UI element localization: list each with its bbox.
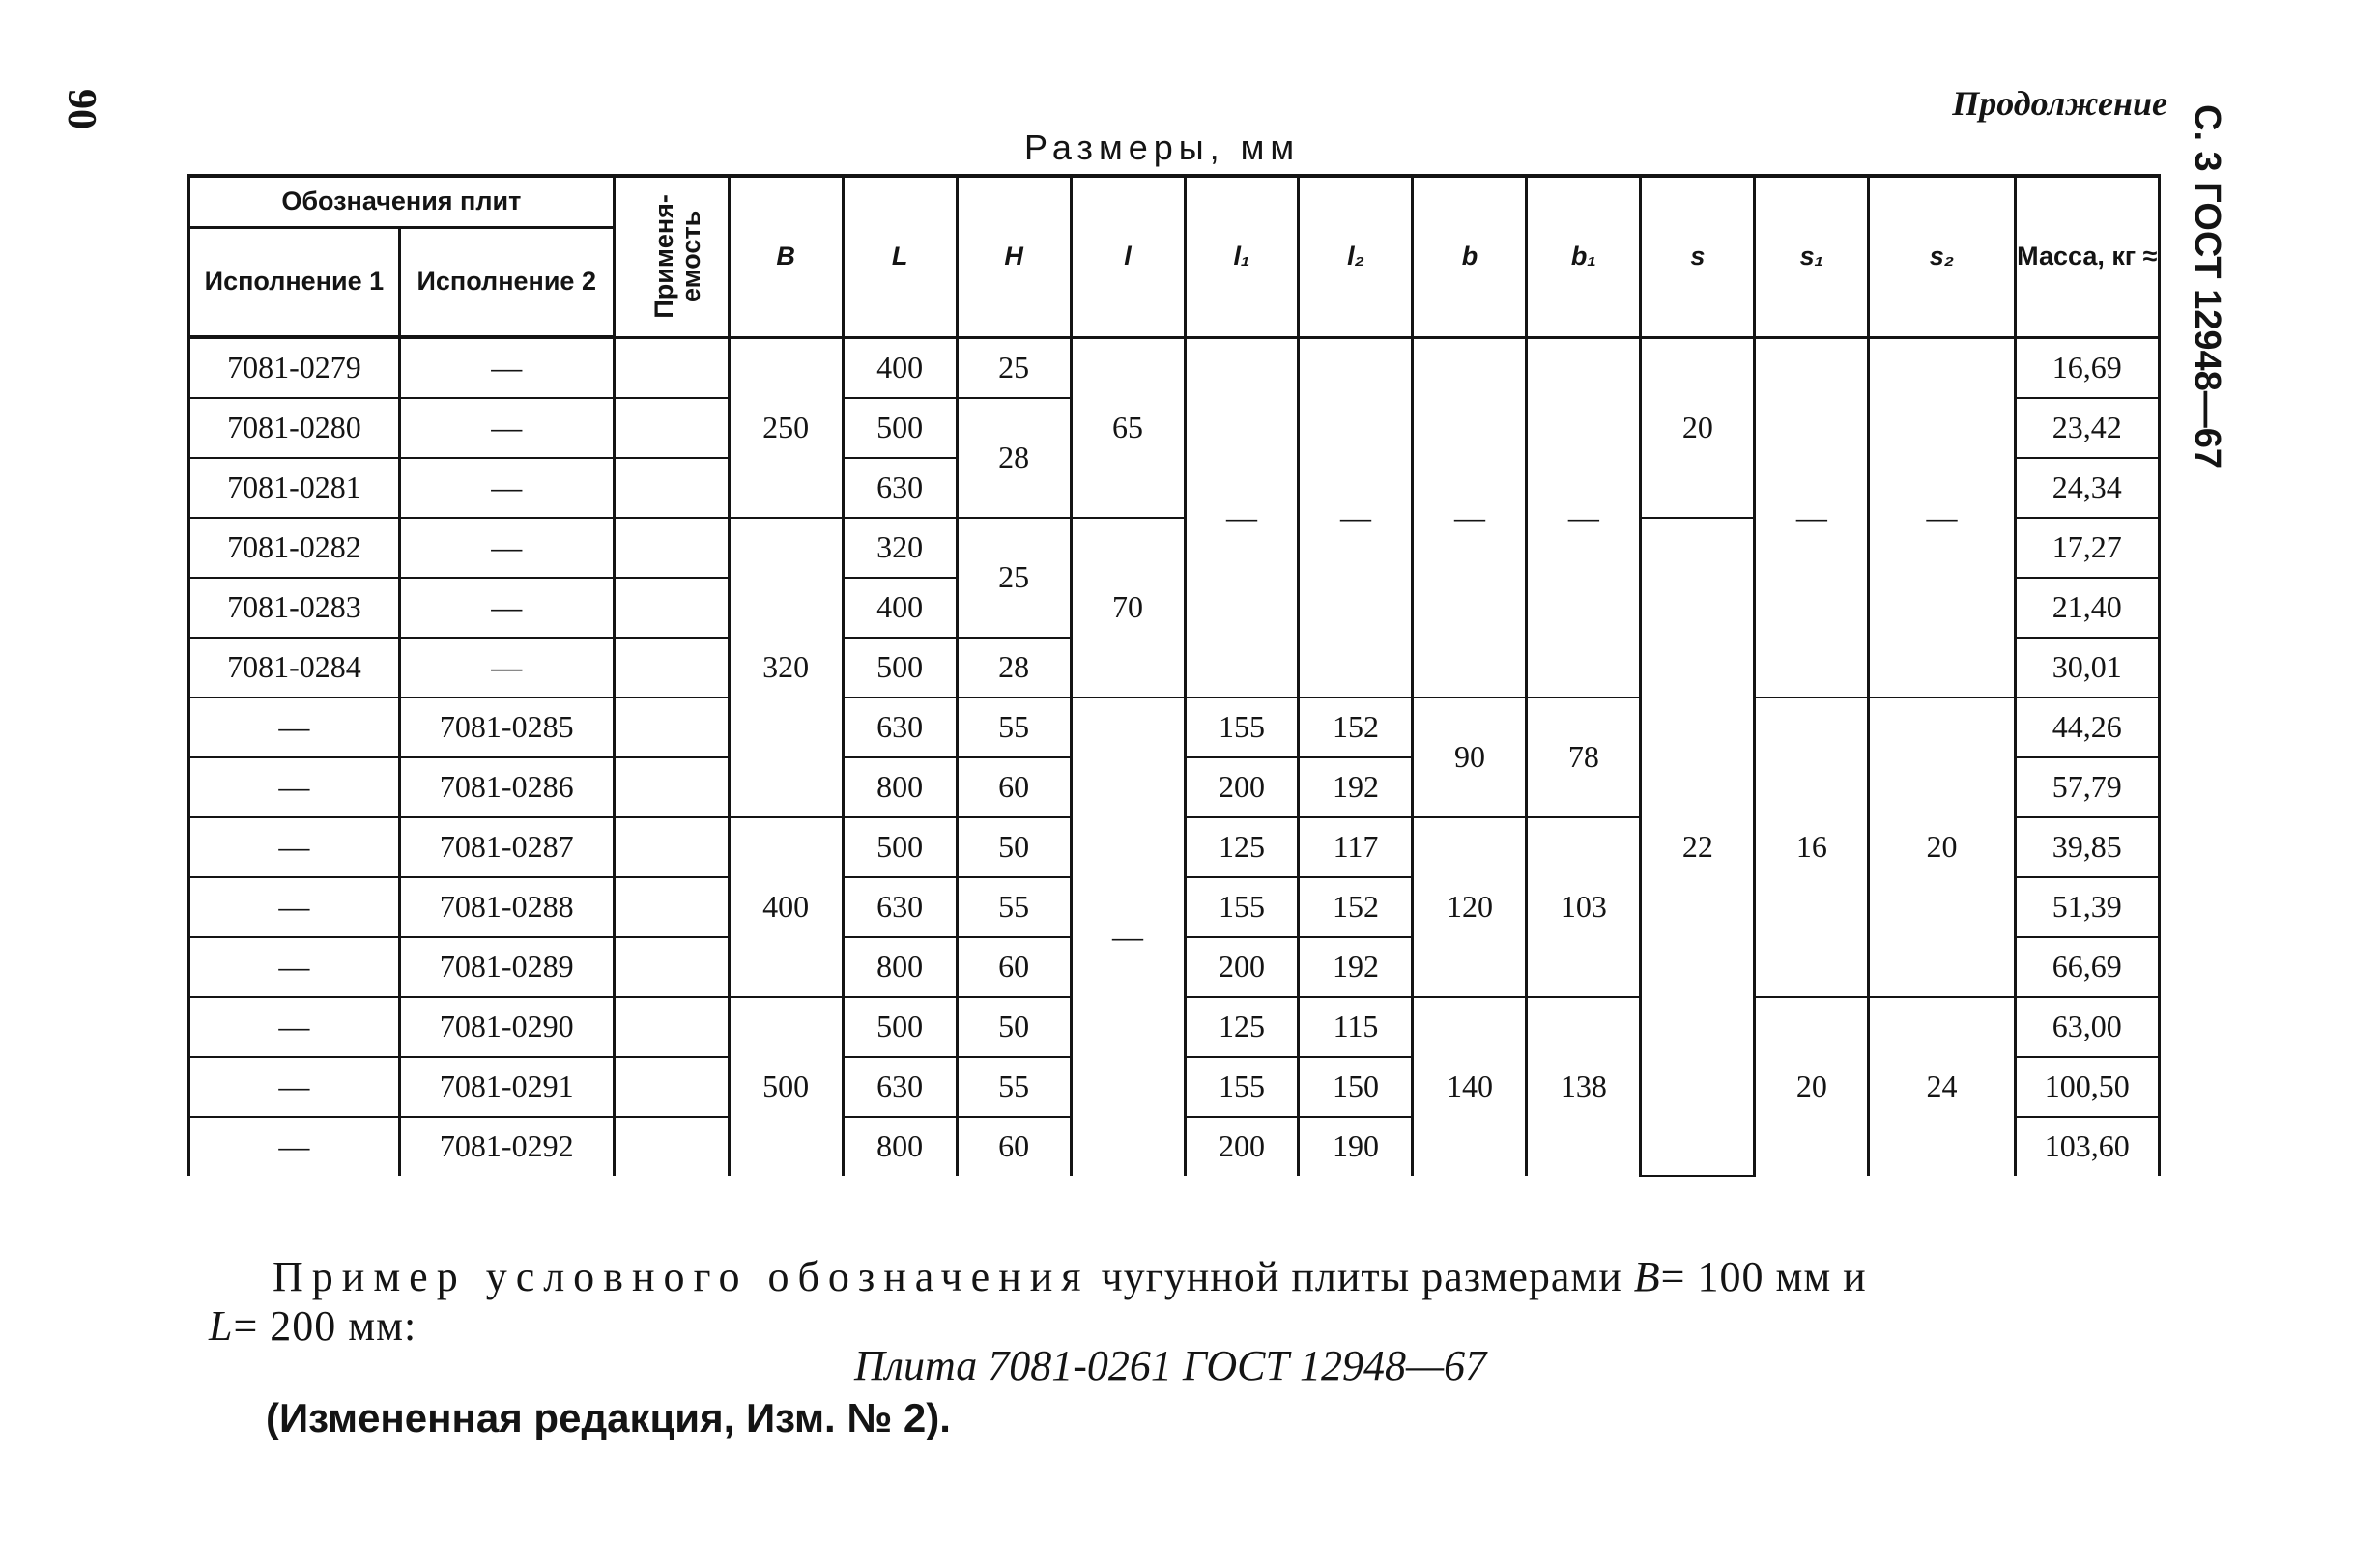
cell-H: 25: [957, 337, 1071, 398]
cell-H: 60: [957, 1117, 1071, 1176]
cell-b1: 138: [1527, 997, 1641, 1176]
cell-l2: 192: [1299, 757, 1413, 817]
cell-l: 65: [1071, 337, 1185, 518]
cell-mass: 21,40: [2015, 578, 2159, 638]
cell-s1: 20: [1755, 997, 1869, 1176]
cell-l2: 152: [1299, 877, 1413, 937]
cell-mass: 100,50: [2015, 1057, 2159, 1117]
cell-s2: —: [1869, 337, 2015, 698]
cell-mass: 51,39: [2015, 877, 2159, 937]
cell-ex2: 7081-0289: [399, 937, 614, 997]
example-designation: Плита 7081-0261 ГОСТ 12948—67: [854, 1342, 1487, 1389]
cell-applicability: [614, 398, 729, 458]
note-L-symbol: L: [209, 1302, 234, 1350]
cell-ex1: —: [189, 757, 400, 817]
cell-b: —: [1413, 337, 1527, 698]
cell-H: 55: [957, 877, 1071, 937]
cell-applicability: [614, 997, 729, 1057]
cell-B: 250: [729, 337, 843, 518]
header-mass: Масса, кг ≈: [2015, 176, 2159, 337]
cell-ex1: 7081-0279: [189, 337, 400, 398]
dimensions-table: [187, 174, 2161, 1177]
header-H: H: [957, 176, 1071, 337]
cell-ex1: 7081-0284: [189, 638, 400, 698]
cell-applicability: [614, 757, 729, 817]
cell-s: 20: [1641, 337, 1755, 518]
cell-l1: —: [1185, 337, 1299, 698]
header-B: B: [729, 176, 843, 337]
cell-ex1: —: [189, 1057, 400, 1117]
cell-mass: 63,00: [2015, 997, 2159, 1057]
cell-mass: 39,85: [2015, 817, 2159, 877]
cell-l2: 190: [1299, 1117, 1413, 1176]
cell-ex1: 7081-0282: [189, 518, 400, 578]
cell-ex1: —: [189, 698, 400, 757]
cell-mass: 66,69: [2015, 937, 2159, 997]
cell-mass: 44,26: [2015, 698, 2159, 757]
cell-applicability: [614, 337, 729, 398]
cell-H: 55: [957, 698, 1071, 757]
cell-l1: 155: [1185, 698, 1299, 757]
cell-l1: 200: [1185, 1117, 1299, 1176]
cell-ex1: 7081-0283: [189, 578, 400, 638]
header-b1: b₁: [1527, 176, 1641, 337]
cell-L: 320: [843, 518, 957, 578]
cell-L: 500: [843, 638, 957, 698]
header-l2: l₂: [1299, 176, 1413, 337]
cell-b: 120: [1413, 817, 1527, 997]
cell-applicability: [614, 698, 729, 757]
cell-B: 500: [729, 997, 843, 1176]
cell-L: 500: [843, 398, 957, 458]
cell-applicability: [614, 817, 729, 877]
cell-ex2: 7081-0287: [399, 817, 614, 877]
cell-applicability: [614, 937, 729, 997]
header-applicability: Применя- емость: [614, 176, 729, 337]
header-s: s: [1641, 176, 1755, 337]
note-B-symbol: B: [1633, 1253, 1661, 1300]
cell-ex2: —: [399, 458, 614, 518]
cell-L: 400: [843, 337, 957, 398]
cell-mass: 16,69: [2015, 337, 2159, 398]
header-execution-1: Исполнение 1: [189, 228, 400, 338]
cell-b1: 78: [1527, 698, 1641, 817]
cell-l1: 125: [1185, 817, 1299, 877]
cell-H: 28: [957, 398, 1071, 518]
cell-B: 400: [729, 817, 843, 997]
cell-ex1: —: [189, 937, 400, 997]
cell-s: 22: [1641, 518, 1755, 1176]
cell-ex2: 7081-0285: [399, 698, 614, 757]
cell-L: 800: [843, 757, 957, 817]
cell-L: 630: [843, 698, 957, 757]
header-designations: Обозначения плит: [189, 176, 615, 228]
designation-example-text: [209, 1252, 2157, 1351]
cell-l1: 200: [1185, 937, 1299, 997]
cell-l2: 115: [1299, 997, 1413, 1057]
cell-H: 55: [957, 1057, 1071, 1117]
note-lead: Пример условного обозначения: [273, 1253, 1090, 1300]
cell-H: 60: [957, 937, 1071, 997]
cell-b1: —: [1527, 337, 1641, 698]
header-l1: l₁: [1185, 176, 1299, 337]
amendment-note: (Измененная редакция, Изм. № 2).: [266, 1395, 951, 1440]
cell-L: 500: [843, 817, 957, 877]
cell-L: 630: [843, 458, 957, 518]
cell-mass: 23,42: [2015, 398, 2159, 458]
page-number: 90: [59, 89, 103, 129]
cell-applicability: [614, 877, 729, 937]
cell-ex1: —: [189, 817, 400, 877]
note-rest: чугунной плиты размерами: [1101, 1253, 1622, 1300]
cell-ex2: —: [399, 337, 614, 398]
cell-l1: 155: [1185, 1057, 1299, 1117]
cell-mass: 17,27: [2015, 518, 2159, 578]
cell-applicability: [614, 1117, 729, 1176]
cell-L: 630: [843, 877, 957, 937]
cell-l1: 125: [1185, 997, 1299, 1057]
cell-l1: 200: [1185, 757, 1299, 817]
cell-ex2: 7081-0292: [399, 1117, 614, 1176]
cell-L: 630: [843, 1057, 957, 1117]
side-header: С. 3 ГОСТ 12948—67: [2187, 104, 2227, 470]
cell-applicability: [614, 518, 729, 578]
cell-mass: 103,60: [2015, 1117, 2159, 1176]
cell-l: —: [1071, 698, 1185, 1176]
cell-ex2: 7081-0288: [399, 877, 614, 937]
cell-ex2: —: [399, 638, 614, 698]
header-b: b: [1413, 176, 1527, 337]
cell-l2: 150: [1299, 1057, 1413, 1117]
header-l: l: [1071, 176, 1185, 337]
cell-mass: 24,34: [2015, 458, 2159, 518]
continued-label: Продолжение: [1952, 84, 2167, 123]
cell-l2: —: [1299, 337, 1413, 698]
cell-L: 400: [843, 578, 957, 638]
cell-ex1: 7081-0280: [189, 398, 400, 458]
cell-ex2: 7081-0290: [399, 997, 614, 1057]
cell-ex1: —: [189, 997, 400, 1057]
cell-H: 25: [957, 518, 1071, 638]
header-L: L: [843, 176, 957, 337]
cell-b1: 103: [1527, 817, 1641, 997]
cell-ex2: —: [399, 578, 614, 638]
cell-l2: 117: [1299, 817, 1413, 877]
cell-mass: 30,01: [2015, 638, 2159, 698]
cell-L: 500: [843, 997, 957, 1057]
cell-l2: 152: [1299, 698, 1413, 757]
header-s1: s₁: [1755, 176, 1869, 337]
cell-ex2: —: [399, 398, 614, 458]
cell-L: 800: [843, 1117, 957, 1176]
note-L-value: = 200 мм:: [233, 1302, 417, 1350]
cell-L: 800: [843, 937, 957, 997]
cell-ex1: 7081-0281: [189, 458, 400, 518]
cell-H: 50: [957, 997, 1071, 1057]
cell-mass: 57,79: [2015, 757, 2159, 817]
cell-l: 70: [1071, 518, 1185, 698]
cell-b: 90: [1413, 698, 1527, 817]
cell-s1: 16: [1755, 698, 1869, 997]
cell-ex2: —: [399, 518, 614, 578]
cell-applicability: [614, 1057, 729, 1117]
cell-applicability: [614, 638, 729, 698]
cell-applicability: [614, 458, 729, 518]
cell-ex1: —: [189, 877, 400, 937]
cell-ex1: —: [189, 1117, 400, 1176]
header-s2: s₂: [1869, 176, 2015, 337]
cell-H: 50: [957, 817, 1071, 877]
cell-b: 140: [1413, 997, 1527, 1176]
cell-ex2: 7081-0291: [399, 1057, 614, 1117]
cell-B: 320: [729, 518, 843, 817]
cell-l1: 155: [1185, 877, 1299, 937]
cell-s2: 24: [1869, 997, 2015, 1176]
cell-ex2: 7081-0286: [399, 757, 614, 817]
cell-l2: 192: [1299, 937, 1413, 997]
cell-s2: 20: [1869, 698, 2015, 997]
cell-H: 60: [957, 757, 1071, 817]
cell-applicability: [614, 578, 729, 638]
cell-H: 28: [957, 638, 1071, 698]
cell-s1: —: [1755, 337, 1869, 698]
units-caption: Размеры, мм: [1024, 128, 1301, 167]
header-execution-2: Исполнение 2: [399, 228, 614, 338]
note-B-value: = 100 мм и: [1660, 1253, 1867, 1300]
